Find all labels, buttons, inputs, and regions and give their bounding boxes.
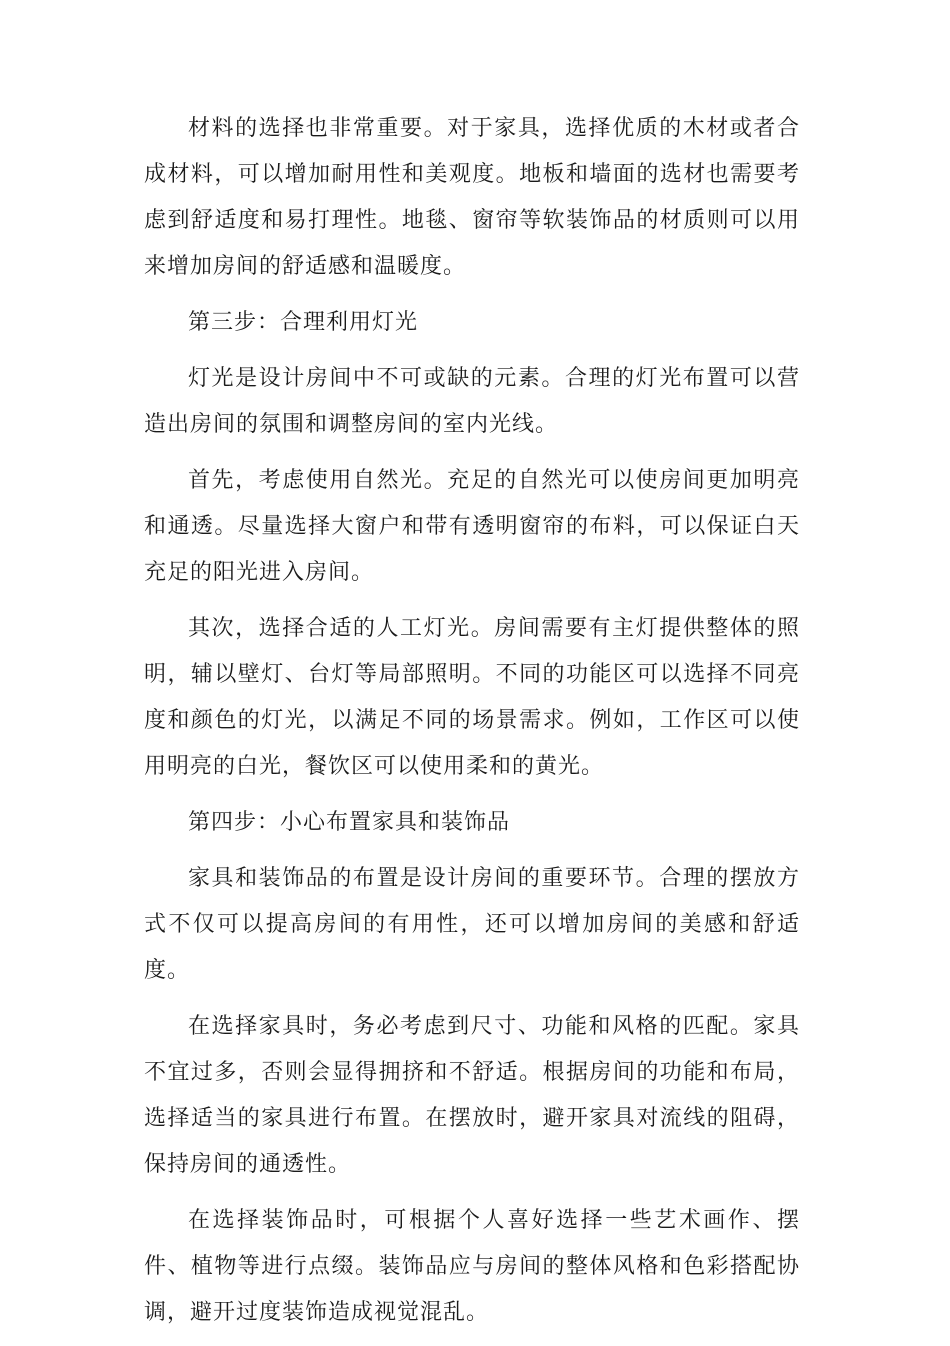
paragraph-furniture-intro: 家具和装饰品的布置是设计房间的重要环节。合理的摆放方式不仅可以提高房间的有用性，还可以增加房间的美感和舒适度。: [144, 866, 800, 983]
paragraph-lighting-intro: 灯光是设计房间中不可或缺的元素。合理的灯光布置可以营造出房间的氛围和调整房间的室内光线。: [144, 366, 800, 437]
section-heading-step-four: 第四步：小心布置家具和装饰品: [188, 810, 511, 835]
paragraph-natural-light: 首先，考虑使用自然光。充足的自然光可以使房间更加明亮和通透。尽量选择大窗户和带有透明窗帘的布料，可以保证白天充足的阳光进入房间。: [144, 468, 800, 585]
paragraph-furniture-selection: 在选择家具时，务必考虑到尺寸、功能和风格的匹配。家具不宜过多，否则会显得拥挤和不舒适。根据房间的功能和布局，选择适当的家具进行布置。在摆放时，避开家具对流线的阻碍，保持房间的通透性。: [144, 1014, 800, 1177]
paragraph-artificial-light: 其次，选择合适的人工灯光。房间需要有主灯提供整体的照明，辅以壁灯、台灯等局部照明。不同的功能区可以选择不同亮度和颜色的灯光，以满足不同的场景需求。例如，工作区可以使用明亮的白光，餐饮区可以使用柔和的黄光。: [144, 616, 800, 779]
paragraph-decorations: 在选择装饰品时，可根据个人喜好选择一些艺术画作、摆件、植物等进行点缀。装饰品应与房间的整体风格和色彩搭配协调，避开过度装饰造成视觉混乱。: [144, 1208, 800, 1325]
document-body: [144, 106, 800, 1346]
section-heading-step-three: 第三步：合理利用灯光: [188, 310, 419, 335]
paragraph-materials: 材料的选择也非常重要。对于家具，选择优质的木材或者合成材料，可以增加耐用性和美观度。地板和墙面的选材也需要考虑到舒适度和易打理性。地毯、窗帘等软装饰品的材质则可以用来增加房间的舒适感和温暖度。: [144, 116, 800, 279]
